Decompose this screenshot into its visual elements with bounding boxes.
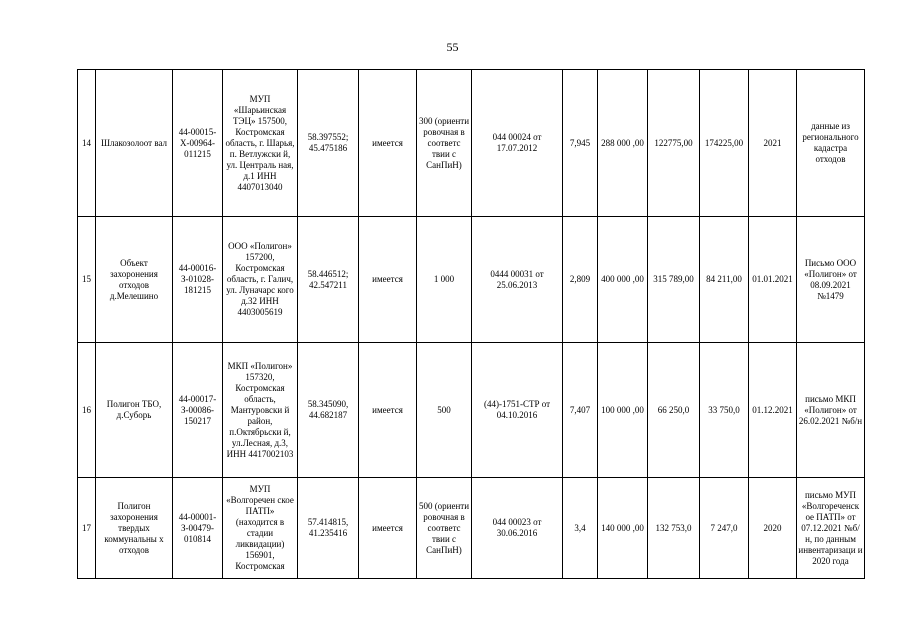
row-number: 15 bbox=[78, 217, 96, 343]
permit-status: имеется bbox=[359, 70, 417, 217]
row-number: 14 bbox=[78, 70, 96, 217]
remaining-volume: 174225,00 bbox=[700, 70, 749, 217]
table-row bbox=[78, 478, 865, 579]
area: 7,945 bbox=[563, 70, 598, 217]
operator-info: МУП «Волгоречен ское ПАТП» (находится в стадии ликвидации) 156901, Костромская bbox=[223, 478, 298, 579]
operator-info: МУП «Шарьинская ТЭЦ» 157500, Костромская область, г. Шарья, п. Ветлужски й, ул. Централь ная, д.1 ИНН 4407013040 bbox=[223, 70, 298, 217]
filled-volume: 66 250,0 bbox=[648, 343, 700, 478]
object-name: Полигон ТБО, д.Суборь bbox=[96, 343, 173, 478]
data-source: данные из регионального кадастра отходов bbox=[797, 70, 865, 217]
table-row bbox=[78, 217, 865, 343]
design-volume: 100 000 ,00 bbox=[598, 343, 648, 478]
page-number: 55 bbox=[446, 40, 459, 54]
registry-code: 44-00016-З-01028-181215 bbox=[173, 217, 223, 343]
coordinates: 57.414815, 41.235416 bbox=[298, 478, 359, 579]
row-number: 16 bbox=[78, 343, 96, 478]
data-date: 2020 bbox=[749, 478, 797, 579]
filled-volume: 132 753,0 bbox=[648, 478, 700, 579]
capacity: 1 000 bbox=[417, 217, 472, 343]
permit-status: имеется bbox=[359, 343, 417, 478]
filled-volume: 315 789,00 bbox=[648, 217, 700, 343]
remaining-volume: 84 211,00 bbox=[700, 217, 749, 343]
coordinates: 58.446512; 42.547211 bbox=[298, 217, 359, 343]
table-row bbox=[78, 343, 865, 478]
registry-code: 44-00015-Х-00964-011215 bbox=[173, 70, 223, 217]
remaining-volume: 7 247,0 bbox=[700, 478, 749, 579]
data-date: 2021 bbox=[749, 70, 797, 217]
operator-info: ООО «Полигон» 157200, Костромская область, г. Галич, ул. Луначарс кого д.32 ИНН 4403005619 bbox=[223, 217, 298, 343]
license-number: 044 00023 от 30.06.2016 bbox=[472, 478, 563, 579]
landfill-registry-table bbox=[77, 69, 865, 579]
area: 3,4 bbox=[563, 478, 598, 579]
data-date: 01.12.2021 bbox=[749, 343, 797, 478]
registry-code: 44-00017-З-00086-150217 bbox=[173, 343, 223, 478]
operator-info: МКП «Полигон» 157320, Костромская область, Мантуровски й район, п.Октябрьски й, ул.Лесная, д.3, ИНН 4417002103 bbox=[223, 343, 298, 478]
coordinates: 58.345090, 44.682187 bbox=[298, 343, 359, 478]
capacity: 300 (ориенти ровочная в соответс твии с СанПиН) bbox=[417, 70, 472, 217]
capacity: 500 (ориенти ровочная в соответс твии с СанПиН) bbox=[417, 478, 472, 579]
design-volume: 400 000 ,00 bbox=[598, 217, 648, 343]
data-source: Письмо ООО «Полигон» от 08.09.2021 №1479 bbox=[797, 217, 865, 343]
license-number: 044 00024 от 17.07.2012 bbox=[472, 70, 563, 217]
object-name: Шлакозолоот вал bbox=[96, 70, 173, 217]
coordinates: 58.397552; 45.475186 bbox=[298, 70, 359, 217]
table-row bbox=[78, 70, 865, 217]
remaining-volume: 33 750,0 bbox=[700, 343, 749, 478]
filled-volume: 122775,00 bbox=[648, 70, 700, 217]
design-volume: 140 000 ,00 bbox=[598, 478, 648, 579]
data-source: письмо МУП «Волгореченск ое ПАТП» от 07.12.2021 №б/н, по данным инвентаризаци и 2020 года bbox=[797, 478, 865, 579]
area: 7,407 bbox=[563, 343, 598, 478]
license-number: (44)-1751-СТР от 04.10.2016 bbox=[472, 343, 563, 478]
data-date: 01.01.2021 bbox=[749, 217, 797, 343]
data-source: письмо МКП «Полигон» от 26.02.2021 №б/н bbox=[797, 343, 865, 478]
license-number: 0444 00031 от 25.06.2013 bbox=[472, 217, 563, 343]
object-name: Полигон захоронения твердых коммунальны х отходов bbox=[96, 478, 173, 579]
object-name: Объект захоронения отходов д.Мелешино bbox=[96, 217, 173, 343]
permit-status: имеется bbox=[359, 478, 417, 579]
capacity: 500 bbox=[417, 343, 472, 478]
design-volume: 288 000 ,00 bbox=[598, 70, 648, 217]
area: 2,809 bbox=[563, 217, 598, 343]
registry-code: 44-00001-З-00479-010814 bbox=[173, 478, 223, 579]
row-number: 17 bbox=[78, 478, 96, 579]
permit-status: имеется bbox=[359, 217, 417, 343]
